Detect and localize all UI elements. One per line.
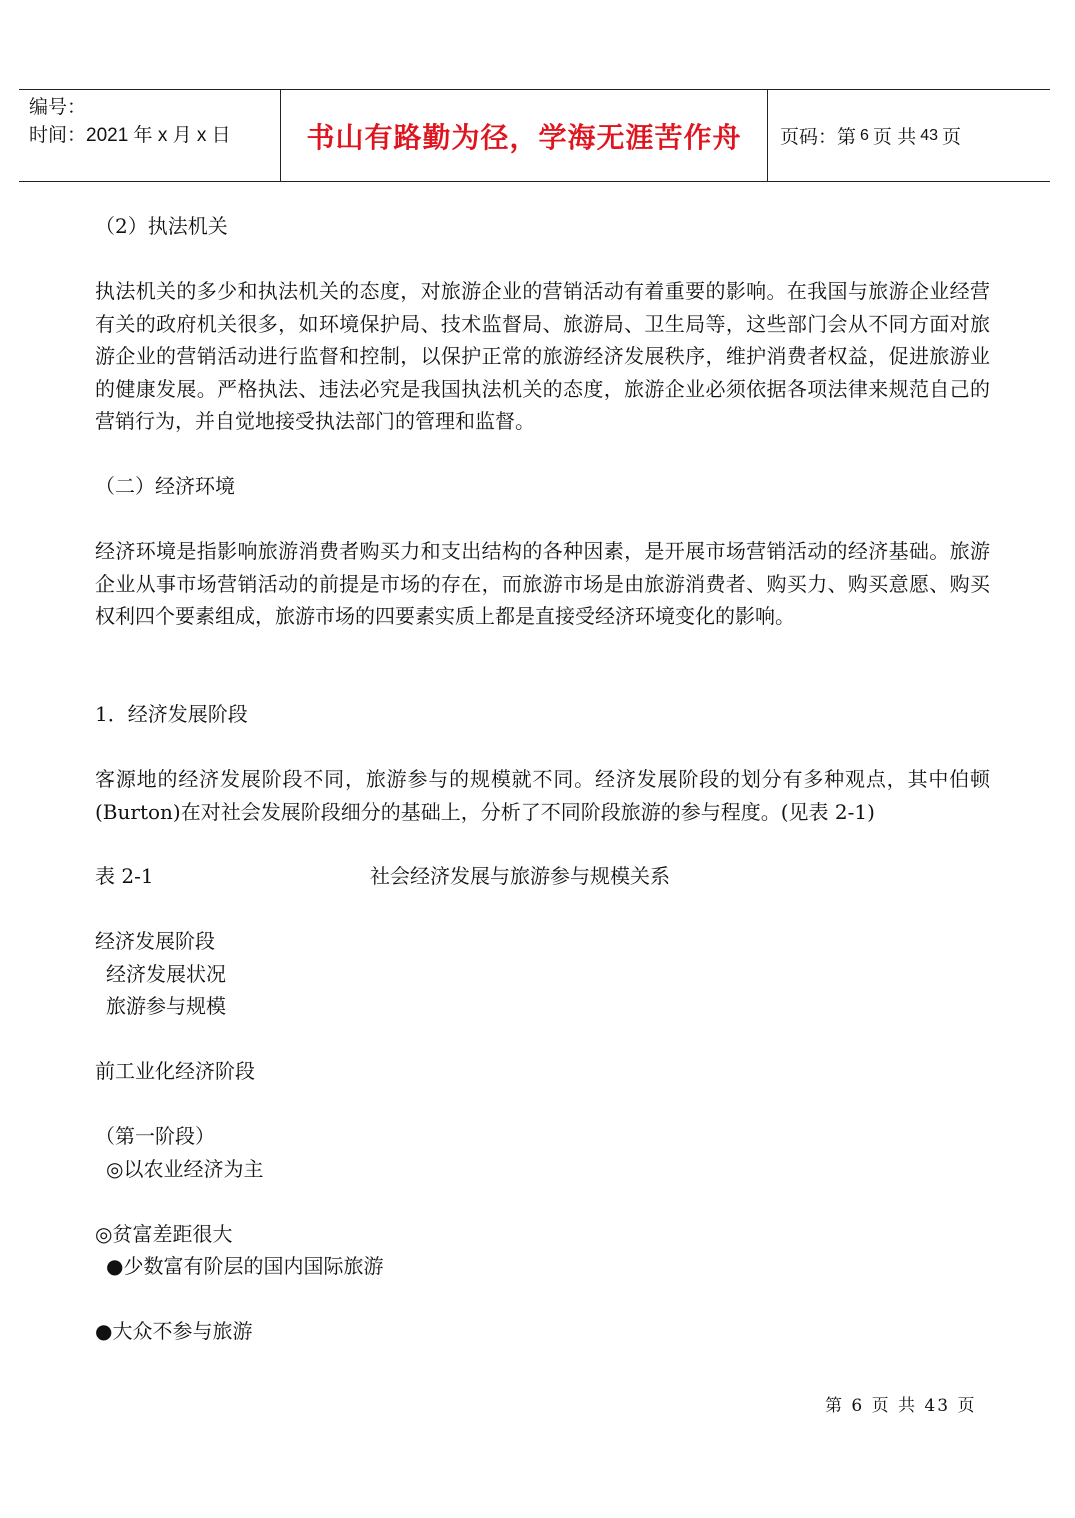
page-current: 6 — [860, 126, 869, 144]
table-col-condition: 经济发展状况 — [106, 962, 226, 986]
page-header — [19, 89, 1050, 182]
doc-time: 时间：2021 年 x 月 x 日 — [29, 125, 231, 146]
paragraph-economic-environment: 经济环境是指影响旅游消费者购买力和支出结构的各种因素，是开展市场营销活动的经济基础。旅游企业从事市场营销活动的前提是市场的存在，而旅游市场是由旅游消费者、购买力、购买意愿、购买权利四个要素组成，旅游市场的四要素实质上都是直接受经济环境变化的影响。 — [95, 539, 990, 628]
section-heading-development-stage: 1．经济发展阶段 — [95, 702, 248, 726]
section-heading-law-enforcement: （2）执法机关 — [95, 214, 228, 238]
table-title: 社会经济发展与旅游参与规模关系 — [370, 864, 670, 888]
page-prefix: 页码：第 — [780, 127, 857, 148]
page-suffix: 页 — [942, 127, 962, 148]
page-total: 43 — [920, 126, 938, 144]
header-meta — [19, 90, 281, 181]
table-col-scale: 旅游参与规模 — [106, 994, 226, 1018]
table-scale-2: ●大众不参与旅游 — [95, 1319, 253, 1343]
table-scale-1: ●少数富有阶层的国内国际旅游 — [106, 1254, 384, 1278]
section-heading-economic-environment: （二）经济环境 — [95, 474, 235, 498]
doc-number-label: 编号： — [29, 97, 87, 118]
table-condition-2: ◎贫富差距很大 — [95, 1222, 233, 1246]
paragraph-development-stage: 客源地的经济发展阶段不同，旅游参与的规模就不同。经济发展阶段的划分有多种观点，其中伯顿(Burton)在对社会发展阶段细分的基础上，分析了不同阶段旅游的参与程度。(见表 2-1) — [95, 767, 990, 824]
table-col-stage: 经济发展阶段 — [95, 929, 215, 953]
header-motto: 书山有路勤为径，学海无涯苦作舟 — [281, 90, 768, 181]
paragraph-law-enforcement: 执法机关的多少和执法机关的态度，对旅游企业的营销活动有着重要的影响。在我国与旅游企业经营有关的政府机关很多，如环境保护局、技术监督局、旅游局、卫生局等，这些部门会从不同方面对旅游企业的营销活动进行监督和控制，以保护正常的旅游经济发展秩序，维护消费者权益，促进旅游业的健康发展。严格执法、违法必究是我国执法机关的态度，旅游企业必须依据各项法律来规范自己的营销行为，并自觉地接受执法部门的管理和监督。 — [95, 279, 990, 433]
header-page-indicator — [768, 90, 1050, 181]
table-stage-name: 前工业化经济阶段 — [95, 1059, 255, 1083]
table-label: 表 2-1 — [95, 864, 154, 888]
page-mid: 页 共 — [872, 127, 917, 148]
table-condition-1: ◎以农业经济为主 — [106, 1157, 264, 1181]
page-footer: 第 6 页 共 43 页 — [825, 1396, 977, 1416]
table-stage-sub: （第一阶段） — [95, 1124, 215, 1148]
